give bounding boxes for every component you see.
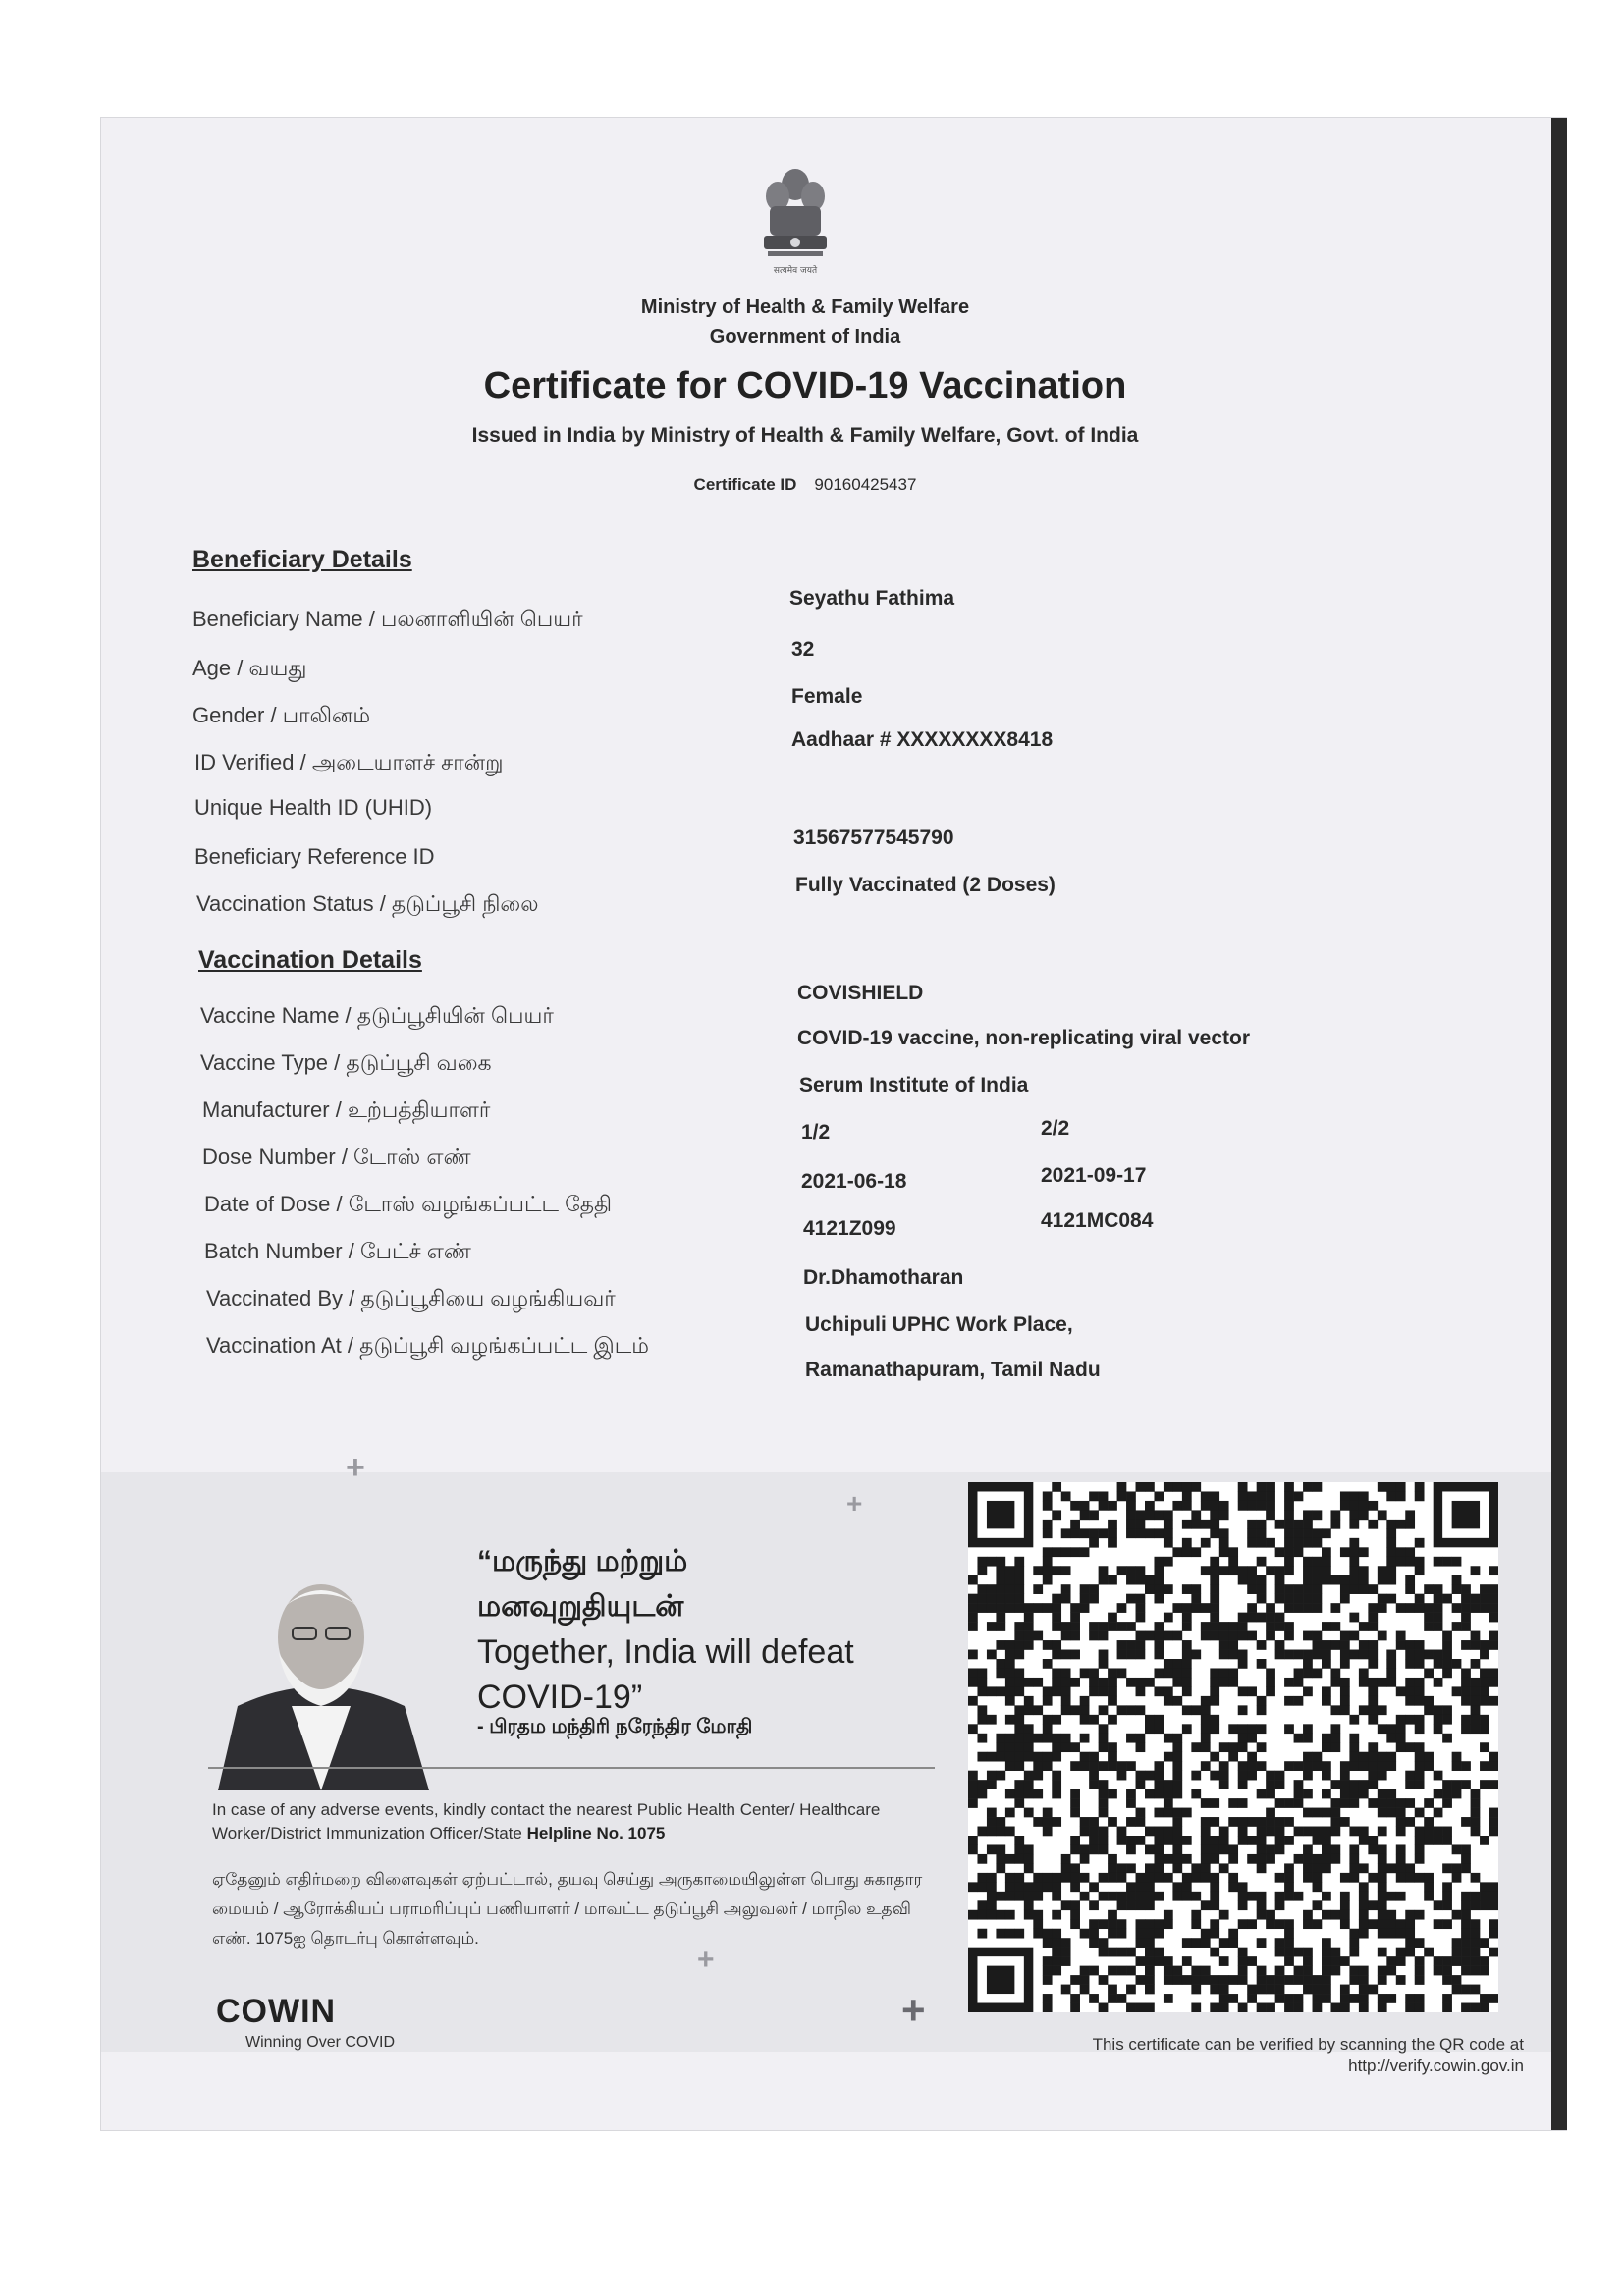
certificate-id [550,475,1060,495]
divider [208,1767,935,1769]
id-verified-label: ID Verified / அடையாளச் சான்று [194,750,504,774]
plus-decoration: + [901,1987,926,2033]
reference-id-label: Beneficiary Reference ID [194,844,435,869]
uhid-label: Unique Health ID (UHID) [194,795,433,820]
batch-1-value: 4121Z099 [803,1217,896,1240]
reference-id-value: 31567577545790 [793,827,954,849]
date-1-value: 2021-06-18 [801,1170,907,1193]
verification-text: This certificate can be verified by scanning the QR code at [1092,2035,1524,2054]
helpline-number: Helpline No. 1075 [526,1824,666,1842]
page-title: Certificate for COVID-19 Vaccination [483,365,1127,406]
age-label: Age / வயது [192,656,307,680]
emblem-motto: सत्यमेव जयते [773,266,818,276]
verification-url: http://verify.cowin.gov.in [1348,2056,1524,2075]
plus-decoration: + [846,1488,863,1519]
quote [477,1539,939,1720]
vaccination-status-label: Vaccination Status / தடுப்பூசி நிலை [196,891,539,916]
cowin-logo: COWIN [216,1993,337,2030]
date-2-value: 2021-09-17 [1041,1164,1147,1187]
page-subtitle: Issued in India by Ministry of Health & Family Welfare, Govt. of India [471,424,1139,447]
quote-english: Together, India will defeat COVID-19” [477,1633,854,1716]
dose-number-label: Dose Number / டோஸ் எண் [202,1145,471,1169]
beneficiary-heading: Beneficiary Details [192,546,412,573]
prime-minister-portrait [208,1559,434,1790]
vaccination-status-value: Fully Vaccinated (2 Doses) [795,874,1056,896]
adverse-events-notice-tamil: ஏதேனும் எதிர்மறை விளைவுகள் ஏற்பட்டால், தயவு செய்து அருகாமையிலுள்ள பொது சுகாதார மையம் / ஆரோக்கியப் பராமரிப்புப் பணியாளர் / மாவட்ட தடுப்பூசி அலுவலர் / மாநில உதவி எண். 1075ஐ தொடர்பு கொள்ளவும். [212,1870,923,1948]
date-of-dose-label: Date of Dose / டோஸ் வழங்கப்பட்ட தேதி [204,1192,613,1216]
ministry-header [550,293,1060,351]
manufacturer-label: Manufacturer / உற்பத்தியாளர் [202,1097,491,1122]
dose-2-value: 2/2 [1041,1117,1070,1140]
vaccinated-at-line1: Uchipuli UPHC Work Place, [805,1313,1073,1336]
batch-number-label: Batch Number / பேட்ச் எண் [204,1239,471,1263]
manufacturer-value: Serum Institute of India [799,1074,1029,1096]
quote-attribution: - பிரதம மந்திரி நரேந்திர மோதி [477,1716,753,1737]
vaccine-type-value: COVID-19 vaccine, non-replicating viral vector [797,1027,1250,1049]
age-value: 32 [791,638,815,661]
id-verified-value: Aadhaar # XXXXXXXX8418 [791,728,1054,751]
government-name: Government of India [709,326,901,347]
vaccine-name-label: Vaccine Name / தடுப்பூசியின் பெயர் [200,1003,554,1028]
verification-qr-code [968,1482,1498,2012]
dose-1-value: 1/2 [801,1121,831,1144]
plus-decoration: + [346,1449,365,1486]
certificate-id-value: 90160425437 [814,475,917,494]
certificate-id-label: Certificate ID [693,475,797,494]
beneficiary-name-label: Beneficiary Name / பலனாளியின் பெயர் [192,607,583,631]
adverse-events-notice [212,1798,939,1845]
beneficiary-name-value: Seyathu Fathima [789,587,955,610]
vaccinated-at-line2: Ramanathapuram, Tamil Nadu [805,1359,1101,1381]
cowin-tagline: Winning Over COVID [245,2034,396,2051]
page-edge-shadow [1551,118,1567,2130]
verification-note [982,2034,1524,2077]
vaccinated-by-label: Vaccinated By / தடுப்பூசியை வழங்கியவர் [206,1286,616,1310]
national-emblem-icon [756,157,835,283]
vaccine-type-label: Vaccine Type / தடுப்பூசி வகை [200,1050,492,1075]
vaccine-name-value: COVISHIELD [797,982,924,1004]
gender-label: Gender / பாலினம் [192,703,371,727]
quote-tamil-line2: மனவுறுதியுடன் [477,1590,684,1623]
notice-text: In case of any adverse events, kindly contact the nearest Public Health Center/ Healthcare Worker/District Immunization Officer/State [212,1800,881,1842]
ministry-name: Ministry of Health & Family Welfare [640,296,970,318]
plus-decoration: + [697,1944,715,1976]
gender-value: Female [791,685,863,708]
quote-tamil-line1: “மருந்து மற்றும் [477,1545,688,1577]
batch-2-value: 4121MC084 [1041,1209,1154,1232]
vaccination-heading: Vaccination Details [198,946,422,974]
vaccinated-at-label: Vaccination At / தடுப்பூசி வழங்கப்பட்ட இடம் [206,1333,649,1358]
vaccinated-by-value: Dr.Dhamotharan [803,1266,964,1289]
